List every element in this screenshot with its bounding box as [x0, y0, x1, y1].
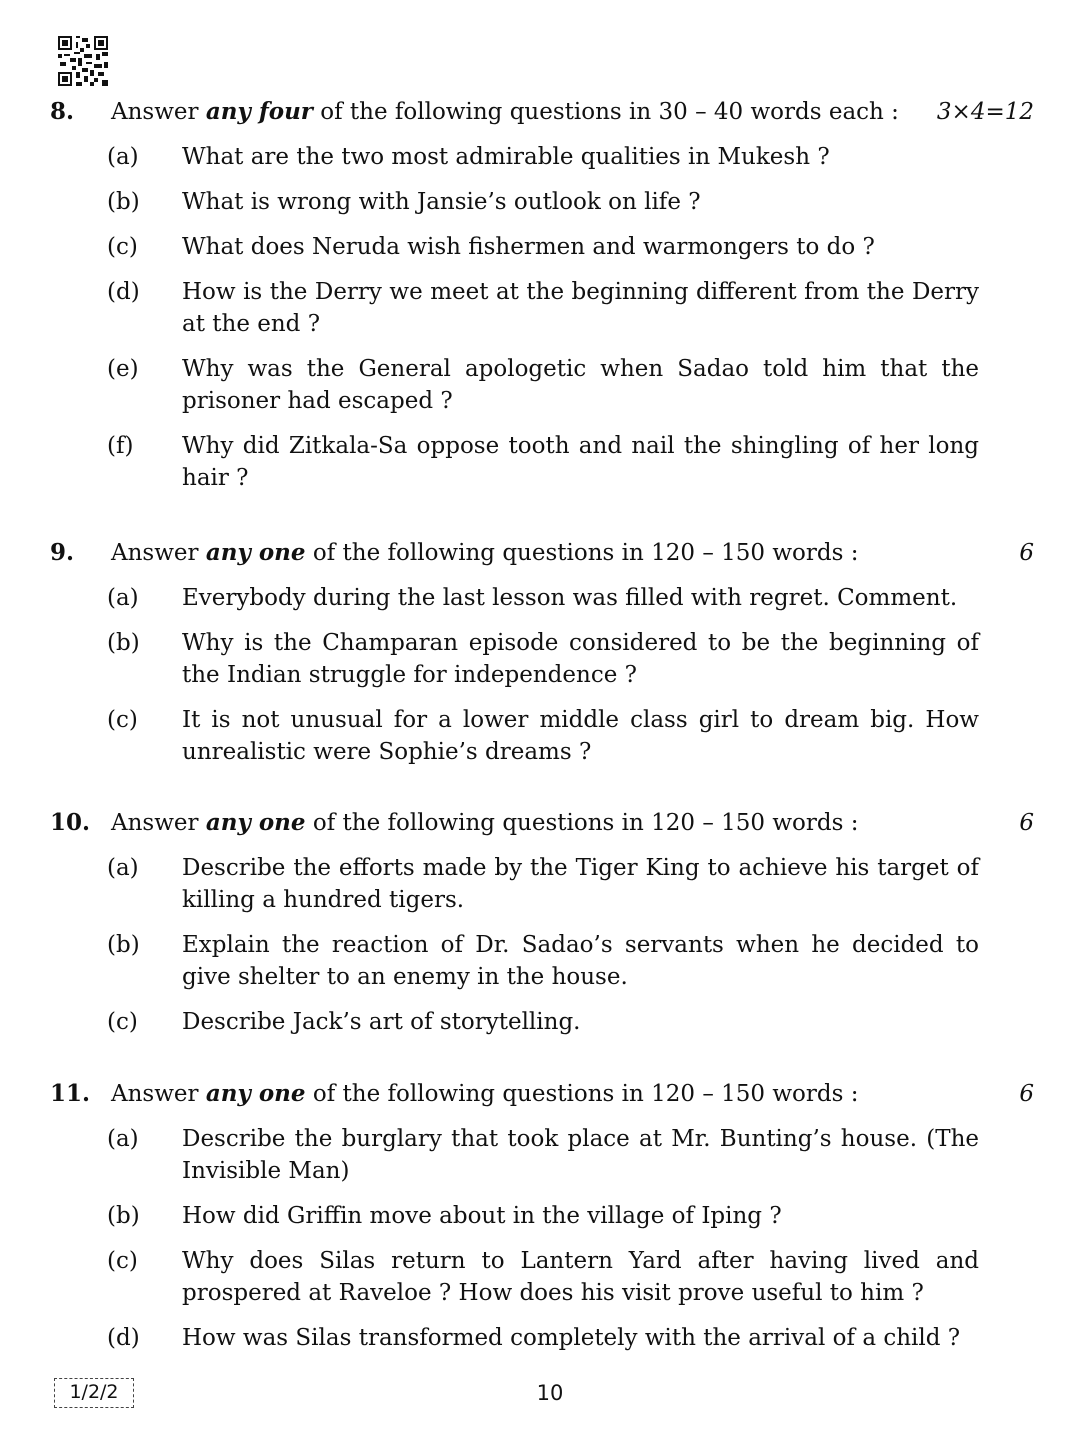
instruction-emphasis: any one — [205, 539, 306, 566]
sub-question-text: Describe the burglary that took place at Mr. Bunting’s house. (The Invisible Man) — [182, 1126, 979, 1184]
sub-question-text: Explain the reaction of Dr. Sadao’s servants when he decided to give shelter to an enemy in the house. — [182, 932, 979, 990]
sub-question — [50, 929, 1040, 993]
sub-question-label: (a) — [107, 144, 139, 170]
question-instruction — [111, 537, 858, 569]
sub-question-label: (b) — [107, 1203, 140, 1229]
question-header — [50, 807, 1040, 839]
question-number: 10. — [50, 809, 91, 836]
sub-question-label: (a) — [107, 855, 139, 881]
question-marks: 6 — [1019, 1081, 1034, 1107]
instruction-pre: Answer — [111, 540, 206, 566]
paper-code: 1/2/2 — [54, 1378, 134, 1408]
question-header — [50, 96, 1040, 128]
question-9 — [50, 537, 1040, 768]
sub-question-text: How was Silas transformed completely with the arrival of a child ? — [182, 1325, 961, 1351]
sub-question-label: (b) — [107, 630, 140, 656]
sub-question — [50, 1006, 1040, 1038]
sub-question-label: (d) — [107, 279, 140, 305]
question-header — [50, 1078, 1040, 1110]
sub-question-text: How is the Derry we meet at the beginning different from the Derry at the end ? — [182, 279, 979, 337]
sub-question-text: It is not unusual for a lower middle class girl to dream big. How unrealistic were Sophie’s dreams ? — [182, 707, 979, 765]
question-number: 9. — [50, 539, 75, 566]
sub-question — [50, 852, 1040, 916]
sub-question-text: Describe the efforts made by the Tiger King to achieve his target of killing a hundred tigers. — [182, 855, 979, 913]
sub-question-label: (b) — [107, 189, 140, 215]
sub-question-text: What is wrong with Jansie’s outlook on life ? — [182, 189, 701, 215]
page-number: 10 — [536, 1381, 564, 1405]
sub-question-text: What does Neruda wish fishermen and warmongers to do ? — [182, 234, 875, 260]
sub-question-text: How did Griffin move about in the village of Iping ? — [182, 1203, 782, 1229]
sub-question — [50, 430, 1040, 494]
question-number: 8. — [50, 98, 75, 125]
instruction-emphasis: any one — [205, 809, 306, 836]
sub-question — [50, 582, 1040, 614]
sub-question-label: (a) — [107, 585, 139, 611]
question-8 — [50, 96, 1040, 494]
sub-question-text: Describe Jack’s art of storytelling. — [182, 1009, 581, 1035]
sub-question-text: Why did Zitkala-Sa oppose tooth and nail the shingling of her long hair ? — [182, 433, 979, 491]
sub-question-label: (f) — [107, 433, 134, 459]
question-instruction — [111, 96, 899, 128]
sub-question-label: (a) — [107, 1126, 139, 1152]
instruction-emphasis: any four — [205, 98, 313, 125]
question-marks: 3×4=12 — [936, 99, 1034, 125]
sub-question-text: Why is the Champaran episode considered to be the beginning of the Indian struggle for independence ? — [182, 630, 979, 688]
sub-question-text: Why does Silas return to Lantern Yard after having lived and prospered at Raveloe ? How does his visit prove useful to him ? — [182, 1248, 979, 1306]
instruction-pre: Answer — [111, 1081, 206, 1107]
question-marks: 6 — [1019, 540, 1034, 566]
sub-question-label: (d) — [107, 1325, 140, 1351]
sub-question — [50, 231, 1040, 263]
sub-question — [50, 1123, 1040, 1187]
question-number: 11. — [50, 1080, 91, 1107]
instruction-pre: Answer — [111, 99, 206, 125]
sub-question — [50, 276, 1040, 340]
question-11 — [50, 1078, 1040, 1354]
instruction-pre: Answer — [111, 810, 206, 836]
sub-question-label: (e) — [107, 356, 139, 382]
instruction-post: of the following questions in 120 – 150 words : — [305, 810, 859, 836]
sub-question-label: (c) — [107, 1248, 138, 1274]
question-marks: 6 — [1019, 810, 1034, 836]
qr-code-icon — [58, 36, 108, 86]
question-10 — [50, 807, 1040, 1038]
question-instruction — [111, 1078, 858, 1110]
sub-question — [50, 1322, 1040, 1354]
sub-question — [50, 1200, 1040, 1232]
question-instruction — [111, 807, 858, 839]
instruction-post: of the following questions in 120 – 150 words : — [305, 540, 859, 566]
sub-question-label: (c) — [107, 234, 138, 260]
question-header — [50, 537, 1040, 569]
sub-question — [50, 186, 1040, 218]
instruction-post: of the following questions in 30 – 40 words each : — [312, 99, 899, 125]
sub-question — [50, 1245, 1040, 1309]
sub-question — [50, 627, 1040, 691]
sub-question-text: Everybody during the last lesson was filled with regret. Comment. — [182, 585, 958, 611]
sub-question-label: (c) — [107, 1009, 138, 1035]
sub-question-text: What are the two most admirable qualities in Mukesh ? — [182, 144, 830, 170]
sub-question-text: Why was the General apologetic when Sadao told him that the prisoner had escaped ? — [182, 356, 979, 414]
instruction-post: of the following questions in 120 – 150 words : — [305, 1081, 859, 1107]
sub-question — [50, 353, 1040, 417]
instruction-emphasis: any one — [205, 1080, 306, 1107]
sub-question — [50, 141, 1040, 173]
sub-question-label: (c) — [107, 707, 138, 733]
sub-question — [50, 704, 1040, 768]
sub-question-label: (b) — [107, 932, 140, 958]
